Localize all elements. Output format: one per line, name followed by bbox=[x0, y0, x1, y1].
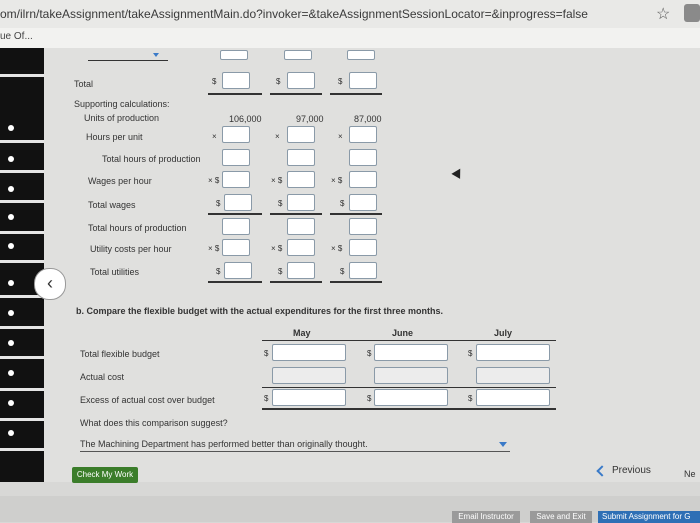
bookmark-star-icon[interactable]: ☆ bbox=[656, 6, 671, 23]
wages-per-hour-label: Wages per hour bbox=[88, 176, 152, 186]
utility-may-input[interactable] bbox=[222, 239, 250, 256]
units-july-value: 87,000 bbox=[354, 114, 382, 124]
dollar-sign: $ bbox=[468, 394, 473, 403]
comparison-question: What does this comparison suggest? bbox=[80, 418, 228, 428]
dollar-sign: $ bbox=[264, 394, 269, 403]
nav-item-marker[interactable] bbox=[8, 280, 14, 286]
times-dollar-sign: × $ bbox=[331, 176, 343, 185]
dollar-sign: $ bbox=[338, 77, 343, 86]
part-b-question: b. Compare the flexible budget with the actual expenditures for the first three months. bbox=[76, 306, 444, 316]
nav-item-marker[interactable] bbox=[8, 243, 14, 249]
dollar-sign: $ bbox=[278, 199, 283, 208]
check-my-work-button[interactable]: Check My Work bbox=[72, 467, 138, 483]
dollar-sign: $ bbox=[212, 77, 217, 86]
total-flexible-budget-label: Total flexible budget bbox=[80, 349, 160, 359]
header-underline bbox=[262, 340, 556, 341]
total-hours-2-july-input[interactable] bbox=[349, 218, 377, 235]
flexible-budget-july-input[interactable] bbox=[476, 344, 550, 361]
double-underline bbox=[330, 281, 382, 283]
input-partial[interactable] bbox=[347, 50, 375, 60]
left-nav-rail bbox=[0, 48, 44, 482]
nav-divider bbox=[0, 448, 44, 451]
total-june-input[interactable] bbox=[287, 72, 315, 89]
submit-assignment-button[interactable]: Submit Assignment for G bbox=[598, 511, 700, 523]
total-wages-june-input[interactable] bbox=[287, 194, 315, 211]
double-underline bbox=[262, 408, 556, 410]
total-hours-june-input[interactable] bbox=[287, 149, 315, 166]
total-wages-may-input[interactable] bbox=[224, 194, 252, 211]
actual-cost-may-input[interactable] bbox=[272, 367, 346, 384]
double-underline bbox=[208, 281, 262, 283]
dropdown-underline bbox=[88, 60, 168, 61]
nav-divider bbox=[0, 200, 44, 203]
times-sign: × bbox=[338, 132, 343, 141]
times-sign: × bbox=[275, 132, 280, 141]
dropdown-arrow-icon[interactable] bbox=[499, 442, 507, 447]
nav-divider bbox=[0, 356, 44, 359]
units-june-value: 97,000 bbox=[296, 114, 324, 124]
units-may-value: 106,000 bbox=[229, 114, 262, 124]
next-button[interactable]: Ne bbox=[684, 469, 696, 479]
excess-june-input[interactable] bbox=[374, 389, 448, 406]
nav-divider bbox=[0, 418, 44, 421]
total-utilities-label: Total utilities bbox=[90, 267, 140, 277]
comparison-selected-value: The Machining Department has performed better than originally thought. bbox=[80, 439, 368, 449]
times-dollar-sign: × $ bbox=[208, 244, 220, 253]
url-text[interactable]: om/ilrn/takeAssignment/takeAssignmentMain.do?invoker=&takeAssignmentSessionLocator=&inprogress=false bbox=[0, 7, 588, 21]
double-underline bbox=[270, 93, 322, 95]
nav-item-marker[interactable] bbox=[8, 370, 14, 376]
total-label: Total bbox=[74, 79, 94, 89]
wages-per-hour-june-input[interactable] bbox=[287, 171, 315, 188]
double-underline bbox=[270, 281, 322, 283]
dollar-sign: $ bbox=[367, 349, 372, 358]
times-dollar-sign: × $ bbox=[208, 176, 220, 185]
nav-divider bbox=[0, 140, 44, 143]
dollar-sign: $ bbox=[276, 77, 281, 86]
total-hours-label: Total hours of production bbox=[102, 154, 201, 164]
utility-costs-label: Utility costs per hour bbox=[90, 244, 172, 254]
actual-cost-july-input[interactable] bbox=[476, 367, 550, 384]
input-partial[interactable] bbox=[220, 50, 248, 60]
nav-divider bbox=[0, 260, 44, 263]
col-june-header: June bbox=[392, 328, 414, 338]
supporting-calculations-label: Supporting calculations: bbox=[74, 99, 170, 109]
nav-divider bbox=[0, 170, 44, 173]
col-july-header: July bbox=[494, 328, 513, 338]
double-underline bbox=[208, 93, 262, 95]
total-hours-2-june-input[interactable] bbox=[287, 218, 315, 235]
dollar-sign: $ bbox=[264, 349, 269, 358]
hours-per-unit-june-input[interactable] bbox=[287, 126, 315, 143]
dollar-sign: $ bbox=[216, 199, 221, 208]
previous-button[interactable]: Previous bbox=[612, 465, 651, 476]
times-dollar-sign: × $ bbox=[271, 244, 283, 253]
dollar-sign: $ bbox=[468, 349, 473, 358]
times-dollar-sign: × $ bbox=[331, 244, 343, 253]
dollar-sign: $ bbox=[340, 199, 345, 208]
nav-item-marker[interactable] bbox=[8, 156, 14, 162]
double-underline bbox=[330, 93, 382, 95]
excess-may-input[interactable] bbox=[272, 389, 346, 406]
excess-july-input[interactable] bbox=[476, 389, 550, 406]
total-wages-label: Total wages bbox=[88, 200, 136, 210]
back-chevron-button[interactable]: ‹ bbox=[34, 268, 66, 300]
nav-divider bbox=[0, 388, 44, 391]
hours-per-unit-may-input[interactable] bbox=[222, 126, 250, 143]
total-utilities-june-input[interactable] bbox=[287, 262, 315, 279]
actual-cost-june-input[interactable] bbox=[374, 367, 448, 384]
total-july-input[interactable] bbox=[349, 72, 377, 89]
truncated-title: ue Of... bbox=[0, 31, 33, 42]
nav-item-marker[interactable] bbox=[8, 340, 14, 346]
nav-divider bbox=[0, 74, 44, 77]
dropdown-arrow-icon[interactable] bbox=[153, 53, 159, 57]
total-utilities-july-input[interactable] bbox=[349, 262, 377, 279]
page-header-strip bbox=[0, 28, 700, 48]
times-dollar-sign: × $ bbox=[271, 176, 283, 185]
nav-item-marker[interactable] bbox=[8, 214, 14, 220]
nav-item-marker[interactable] bbox=[8, 125, 14, 131]
dollar-sign: $ bbox=[216, 267, 221, 276]
input-partial[interactable] bbox=[284, 50, 312, 60]
total-may-input[interactable] bbox=[222, 72, 250, 89]
nav-item-marker[interactable] bbox=[8, 186, 14, 192]
flexible-budget-june-input[interactable] bbox=[374, 344, 448, 361]
nav-divider bbox=[0, 231, 44, 234]
actual-cost-label: Actual cost bbox=[80, 372, 125, 382]
times-sign: × bbox=[212, 132, 217, 141]
comparison-dropdown[interactable] bbox=[80, 437, 510, 452]
flexible-budget-may-input[interactable] bbox=[272, 344, 346, 361]
double-underline bbox=[208, 213, 262, 215]
double-underline bbox=[330, 213, 382, 215]
dollar-sign: $ bbox=[367, 394, 372, 403]
dollar-sign: $ bbox=[340, 267, 345, 276]
units-of-production-label: Units of production bbox=[84, 113, 160, 123]
nav-divider bbox=[0, 326, 44, 329]
email-instructor-button[interactable]: Email Instructor bbox=[452, 511, 520, 523]
hours-per-unit-label: Hours per unit bbox=[86, 132, 143, 142]
double-underline bbox=[270, 213, 322, 215]
total-hours-2-may-input[interactable] bbox=[222, 218, 250, 235]
dollar-sign: $ bbox=[278, 267, 283, 276]
total-hours-may-input[interactable] bbox=[222, 149, 250, 166]
utility-july-input[interactable] bbox=[349, 239, 377, 256]
footer-bar bbox=[0, 496, 700, 522]
extension-icon[interactable] bbox=[684, 4, 700, 22]
total-hours-label-2: Total hours of production bbox=[88, 223, 187, 233]
nav-item-marker[interactable] bbox=[8, 430, 14, 436]
total-wages-july-input[interactable] bbox=[349, 194, 377, 211]
excess-label: Excess of actual cost over budget bbox=[80, 395, 215, 405]
total-hours-july-input[interactable] bbox=[349, 149, 377, 166]
col-may-header: May bbox=[293, 328, 311, 338]
utility-june-input[interactable] bbox=[287, 239, 315, 256]
nav-item-marker[interactable] bbox=[8, 400, 14, 406]
wages-per-hour-may-input[interactable] bbox=[222, 171, 250, 188]
total-utilities-may-input[interactable] bbox=[224, 262, 252, 279]
nav-item-marker[interactable] bbox=[8, 310, 14, 316]
wages-per-hour-july-input[interactable] bbox=[349, 171, 377, 188]
browser-address-bar[interactable] bbox=[0, 0, 700, 29]
row-underline bbox=[262, 387, 556, 388]
hours-per-unit-july-input[interactable] bbox=[349, 126, 377, 143]
save-and-exit-button[interactable]: Save and Exit bbox=[530, 511, 592, 523]
